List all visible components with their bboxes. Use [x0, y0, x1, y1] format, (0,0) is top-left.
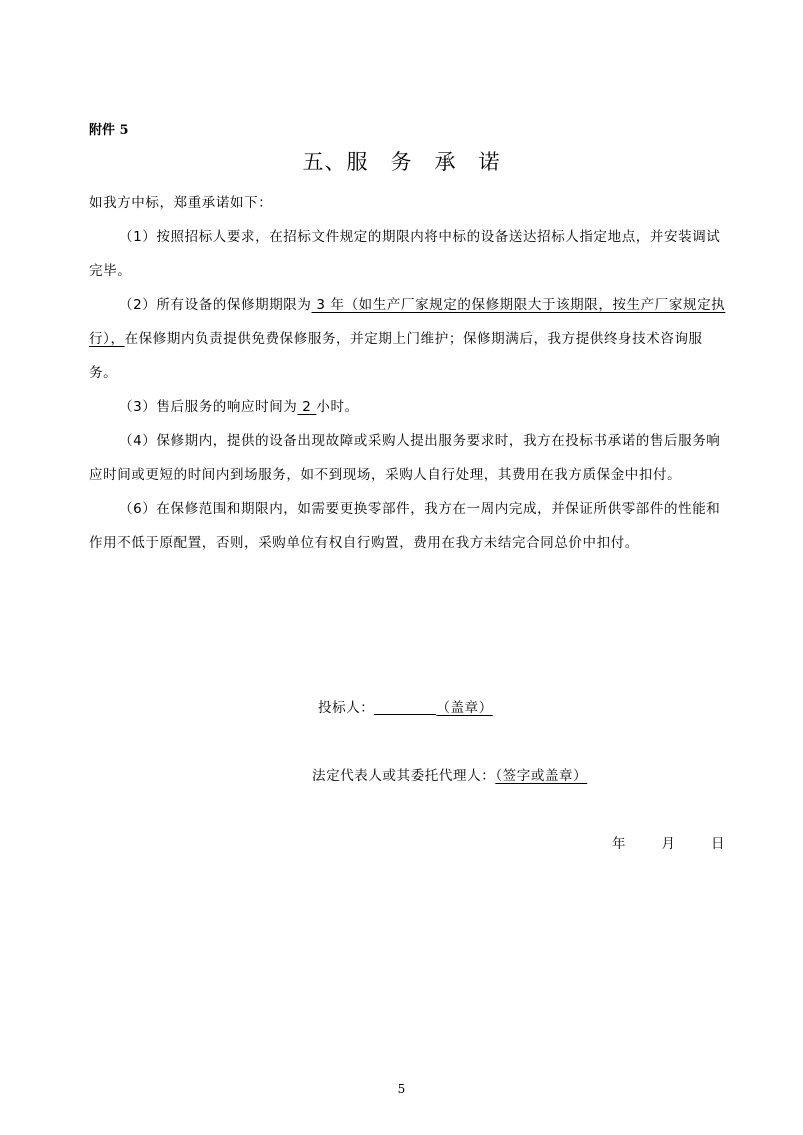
date-month: 月	[661, 836, 675, 852]
intro-paragraph: 如我方中标，郑重承诺如下：	[89, 195, 273, 211]
item3-prefix: （3）售后服务的响应时间为	[119, 399, 298, 415]
date-day: 日	[711, 836, 725, 852]
date-year: 年	[612, 836, 626, 852]
item2-suffix: 在保修期内负责提供免费保修服务，并定期上门维护；保修期满后，我方提供终身技术咨询服务。	[89, 331, 703, 381]
bidder-seal: （盖章）	[436, 700, 493, 716]
representative-seal: （签字或盖章）	[495, 768, 588, 784]
representative-label: 法定代表人或其委托代理人：	[312, 768, 496, 784]
page-title	[0, 146, 803, 176]
response-time-value: 2	[297, 399, 317, 415]
title-part-1: 五、服	[302, 150, 369, 174]
warranty-period-underlined: 3 年（如生产厂家规定的保修期限大于该期限，按生产厂家规定执行），	[89, 297, 726, 347]
title-part-3: 承	[434, 150, 457, 174]
commitment-item-2	[89, 288, 729, 390]
representative-signature-line	[312, 764, 587, 784]
date-line	[612, 832, 725, 852]
title-part-2: 务	[390, 150, 413, 174]
title-part-4: 诺	[478, 150, 501, 174]
bidder-signature-line	[318, 696, 493, 716]
commitment-item-1: （1）按照招标人要求，在招标文件规定的期限内将中标的设备送达招标人指定地点，并安装调试完毕。	[89, 229, 721, 279]
item2-prefix: （2）所有设备的保修期期限为	[119, 297, 312, 313]
attachment-label: 附件 5	[89, 123, 129, 138]
commitment-item-3	[89, 390, 729, 424]
bidder-blank	[374, 700, 436, 715]
commitment-item-4: （4）保修期内，提供的设备出现故障或采购人提出服务要求时，我方在投标书承诺的售后服务响应时间或更短的时间内到场服务，如不到现场，采购人自行处理，其费用在我方质保金中扣付。	[89, 433, 721, 483]
bidder-label: 投标人：	[318, 700, 375, 716]
page-number: 5	[397, 1082, 406, 1096]
commitment-item-6: （6）在保修范围和期限内，如需要更换零部件，我方在一周内完成，并保证所供零部件的性能和作用不低于原配置，否则，采购单位有权自行购置，费用在我方未结完合同总价中扣付。	[89, 501, 721, 551]
item3-suffix: 小时。	[316, 399, 359, 415]
